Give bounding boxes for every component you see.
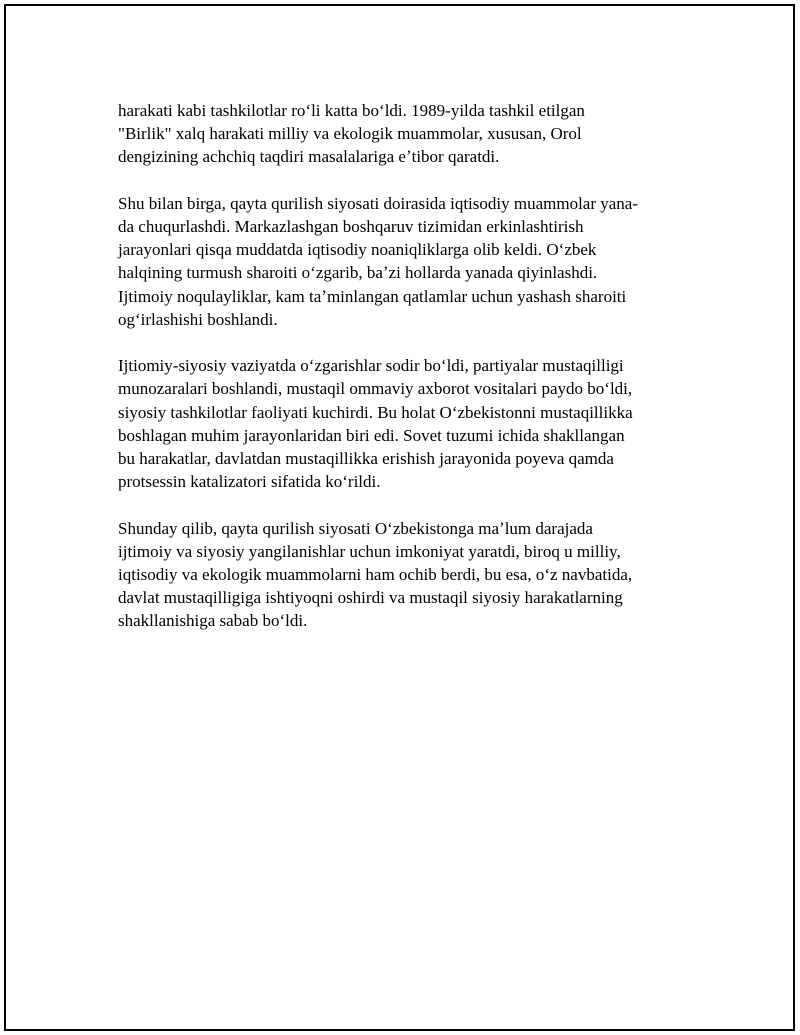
- paragraph-2: [118, 192, 703, 331]
- text-line: bu harakatlar, davlatdan mustaqillikka erishish jarayonida poyeva qamda: [118, 449, 614, 469]
- text-line: Ijtiomiy-siyosiy vaziyatda oʻzgarishlar sodir boʻldi, partiyalar mustaqilligi: [118, 356, 624, 376]
- text-line: protsessin katalizatori sifatida koʻrildi.: [118, 472, 381, 492]
- text-line: siyosiy tashkilotlar faoliyati kuchirdi. Bu holat Oʻzbekistonni mustaqillikka: [118, 402, 633, 422]
- paragraph-1: [118, 99, 703, 169]
- text-line: ijtimoiy va siyosiy yangilanishlar uchun imkoniyat yaratdi, biroq u milliy,: [118, 541, 621, 561]
- paragraph-4: [118, 517, 703, 633]
- document-body: [118, 99, 703, 656]
- text-line: ogʻirlashishi boshlandi.: [118, 309, 278, 329]
- text-line: halqining turmush sharoiti oʻzgarib, baʼzi hollarda yanada qiyinlashdi.: [118, 263, 598, 283]
- text-line: shakllanishiga sabab boʻldi.: [118, 611, 308, 631]
- text-line: munozaralari boshlandi, mustaqil ommaviy axborot vositalari paydo boʻldi,: [118, 379, 633, 399]
- text-line: "Birlik" xalq harakati milliy va ekologik muammolar, xususan, Orol: [118, 124, 582, 144]
- text-line: harakati kabi tashkilotlar roʻli katta boʻldi. 1989-yilda tashkil etilgan: [118, 101, 585, 120]
- text-line: jarayonlari qisqa muddatda iqtisodiy noaniqliklarga olib keldi. Oʻzbek: [118, 240, 597, 260]
- text-line: Shu bilan birga, qayta qurilish siyosati doirasida iqtisodiy muammolar yana-: [118, 193, 638, 213]
- document-page: [4, 4, 795, 1031]
- text-line: boshlagan muhim jarayonlaridan biri edi. Sovet tuzumi ichida shakllangan: [118, 425, 625, 445]
- text-line: Ijtimoiy noqulayliklar, kam taʼminlangan qatlamlar uchun yashash sharoiti: [118, 286, 627, 306]
- text-line: davlat mustaqilligiga ishtiyoqni oshirdi va mustaqil siyosiy harakatlarning: [118, 588, 623, 608]
- paragraph-3: [118, 354, 703, 493]
- text-line: Shunday qilib, qayta qurilish siyosati Oʻzbekistonga maʼlum darajada: [118, 518, 593, 538]
- text-line: dengizining achchiq taqdiri masalalariga eʼtibor qaratdi.: [118, 147, 500, 167]
- text-line: iqtisodiy va ekologik muammolarni ham ochib berdi, bu esa, oʻz navbatida,: [118, 565, 633, 585]
- text-line: da chuqurlashdi. Markazlashgan boshqaruv tizimidan erkinlashtirish: [118, 217, 584, 236]
